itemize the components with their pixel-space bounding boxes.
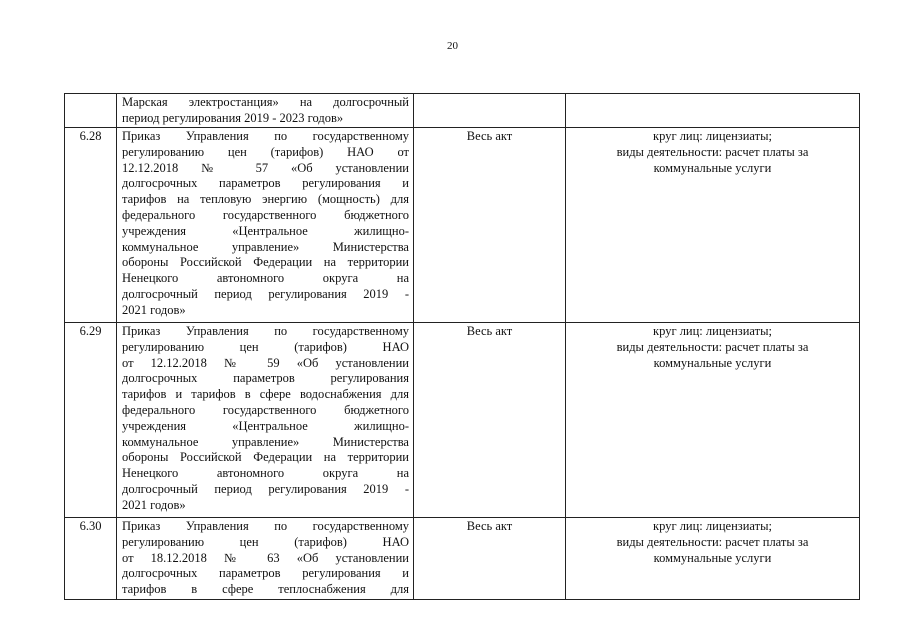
circle-cell (566, 128, 860, 323)
act-name-cell (117, 128, 414, 323)
act-name-line: тарифов и тарифов в сфере водоснабжения для (122, 387, 409, 402)
act-name-line: 2021 годов» (122, 302, 186, 317)
act-name-line: долгосрочных параметров регулирования и (122, 566, 409, 581)
act-name-line: федерального государственного бюджетного (122, 402, 409, 417)
act-name-line: от 18.12.2018 № 63 «Об установлении (122, 550, 409, 565)
scope-cell: Весь акт (414, 518, 566, 600)
circle-line: круг лиц: лицензиаты; (653, 129, 772, 143)
circle-line: круг лиц: лицензиаты; (653, 324, 772, 338)
circle-line: коммунальные услуги (653, 355, 772, 370)
table-row (65, 128, 860, 323)
act-name-cell (117, 94, 414, 128)
act-name-line: долгосрочный период регулирования 2019 - (122, 481, 409, 496)
scope-cell: Весь акт (414, 323, 566, 518)
act-name-line: Марская электростанция» на долгосрочный (122, 95, 409, 109)
act-name-line: тарифов на тепловую энергию (мощность) для (122, 192, 409, 207)
row-number-cell: 6.30 (65, 518, 117, 600)
act-name-line: учреждения «Центральное жилищно- (122, 418, 409, 433)
act-name-line: Приказ Управления по государственному (122, 519, 409, 533)
act-name-line: тарифов в сфере теплоснабжения для (122, 582, 409, 597)
circle-cell (566, 323, 860, 518)
circle-line: виды деятельности: расчет платы за (616, 144, 809, 159)
act-name-line: от 12.12.2018 № 59 «Об установлении (122, 355, 409, 370)
act-name-line: Приказ Управления по государственному (122, 324, 409, 338)
circle-cell (566, 94, 860, 128)
act-name-line: Ненецкого автономного округа на (122, 271, 409, 286)
act-name-line: федерального государственного бюджетного (122, 207, 409, 222)
act-name-cell (117, 323, 414, 518)
row-number-cell: 6.28 (65, 128, 117, 323)
table-row (65, 518, 860, 600)
act-name-line: учреждения «Центральное жилищно- (122, 223, 409, 238)
circle-line: круг лиц: лицензиаты; (653, 519, 772, 533)
act-name-line: 2021 годов» (122, 497, 186, 512)
act-name-line: коммунальное управление» Министерства (122, 239, 409, 254)
acts-table (64, 93, 860, 600)
row-number-cell (65, 94, 117, 128)
circle-line: виды деятельности: расчет платы за (616, 339, 809, 354)
table-row (65, 94, 860, 128)
circle-line: виды деятельности: расчет платы за (616, 534, 809, 549)
act-name-line: долгосрочных параметров регулирования (122, 371, 409, 386)
act-name-line: Ненецкого автономного округа на (122, 466, 409, 481)
act-name-line: 12.12.2018 № 57 «Об установлении (122, 160, 409, 175)
act-name-cell (117, 518, 414, 600)
circle-cell (566, 518, 860, 600)
act-name-line: долгосрочный период регулирования 2019 - (122, 286, 409, 301)
scope-cell (414, 94, 566, 128)
act-name-line: обороны Российской Федерации на территории (122, 255, 409, 270)
act-name-line: Приказ Управления по государственному (122, 129, 409, 143)
table-row (65, 323, 860, 518)
act-name-line: обороны Российской Федерации на территории (122, 450, 409, 465)
act-name-line: коммунальное управление» Министерства (122, 434, 409, 449)
circle-line: коммунальные услуги (653, 550, 772, 565)
scope-cell: Весь акт (414, 128, 566, 323)
act-name-line: регулированию цен (тарифов) НАО от (122, 144, 409, 159)
act-name-line: регулированию цен (тарифов) НАО (122, 534, 409, 549)
act-name-line: долгосрочных параметров регулирования и (122, 176, 409, 191)
row-number-cell: 6.29 (65, 323, 117, 518)
act-name-line: период регулирования 2019 - 2023 годов» (122, 110, 344, 125)
page-number: 20 (447, 40, 458, 52)
circle-line: коммунальные услуги (653, 160, 772, 175)
act-name-line: регулированию цен (тарифов) НАО (122, 339, 409, 354)
